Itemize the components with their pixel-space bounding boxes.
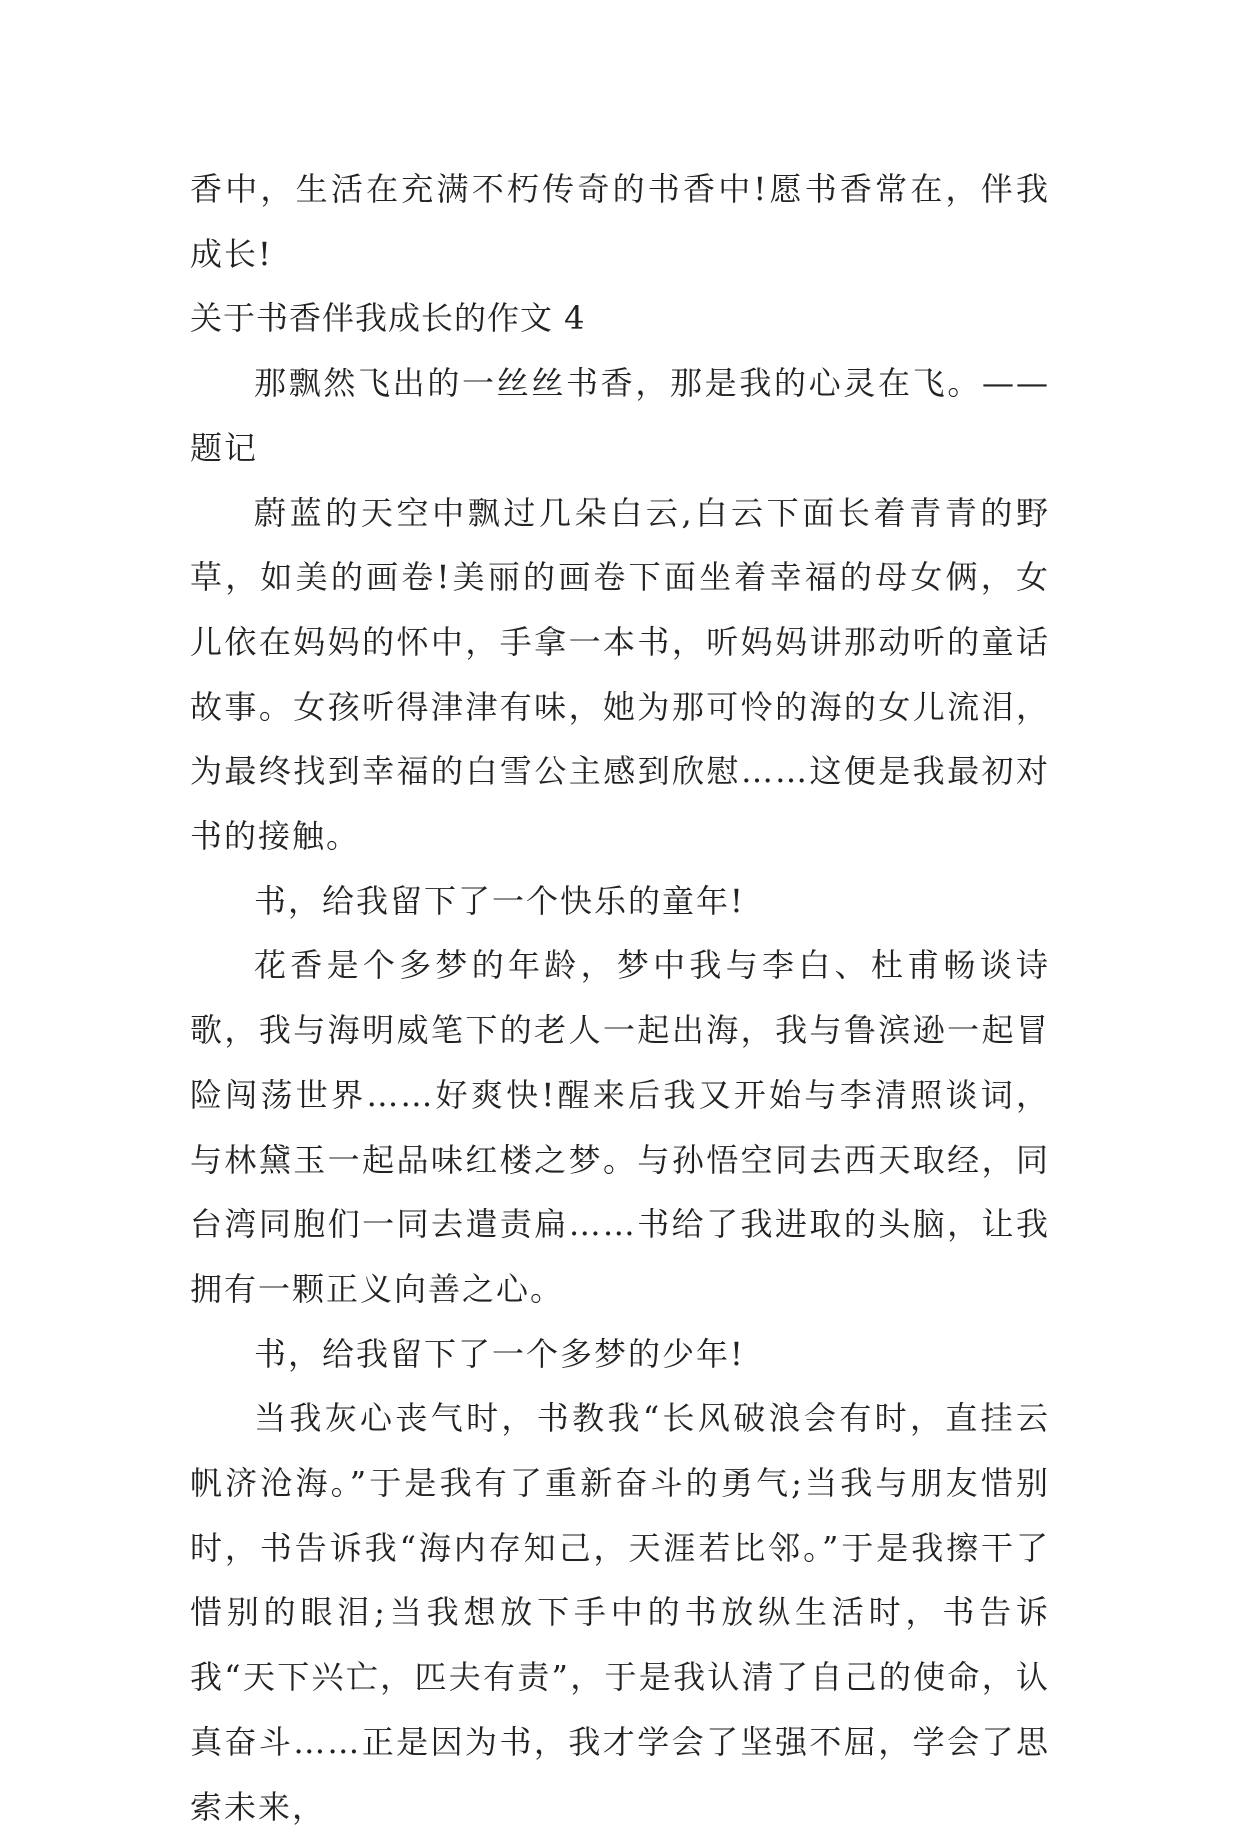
continuation-paragraph: 香中，生活在充满不朽传奇的书香中!愿书香常在，伴我成长! <box>190 170 1050 273</box>
document-body <box>190 157 1050 1839</box>
essay-heading: 关于书香伴我成长的作文 4 <box>190 299 586 338</box>
body-paragraph: 蔚蓝的天空中飘过几朵白云,白云下面长着青青的野草，如美的画卷!美丽的画卷下面坐着幸福的母女俩，女儿依在妈妈的怀中，手拿一本书，听妈妈讲那动听的童话故事。女孩听得津津有味，她为那可怜的海的女儿流泪，为最终找到幸福的白雪公主感到欣慰……这便是我最初对书的接触。 <box>190 493 1050 856</box>
body-paragraph: 书，给我留下了一个快乐的童年! <box>254 881 745 920</box>
body-paragraph: 书，给我留下了一个多梦的少年! <box>254 1334 745 1373</box>
body-paragraph: 花香是个多梦的年龄，梦中我与李白、杜甫畅谈诗歌，我与海明威笔下的老人一起出海，我与鲁滨逊一起冒险闯荡世界……好爽快!醒来后我又开始与李清照谈词，与林黛玉一起品味红楼之梦。与孙悟空同去西天取经，同台湾同胞们一同去遣责扁……书给了我进取的头脑，让我拥有一颗正义向善之心。 <box>190 946 1050 1308</box>
body-paragraph: 当我灰心丧气时，书教我“长风破浪会有时，直挂云帆济沧海。”于是我有了重新奋斗的勇气;当我与朋友惜别时，书告诉我“海内存知己，天涯若比邻。”于是我擦干了惜别的眼泪;当我想放下手中的书放纵生活时，书告诉我“天下兴亡，匹夫有责”，于是我认清了自己的使命，认真奋斗……正是因为书，我才学会了坚强不屈，学会了思索未来， <box>190 1399 1050 1826</box>
epigraph-paragraph: 那飘然飞出的一丝丝书香，那是我的心灵在飞。——题记 <box>190 364 1050 467</box>
